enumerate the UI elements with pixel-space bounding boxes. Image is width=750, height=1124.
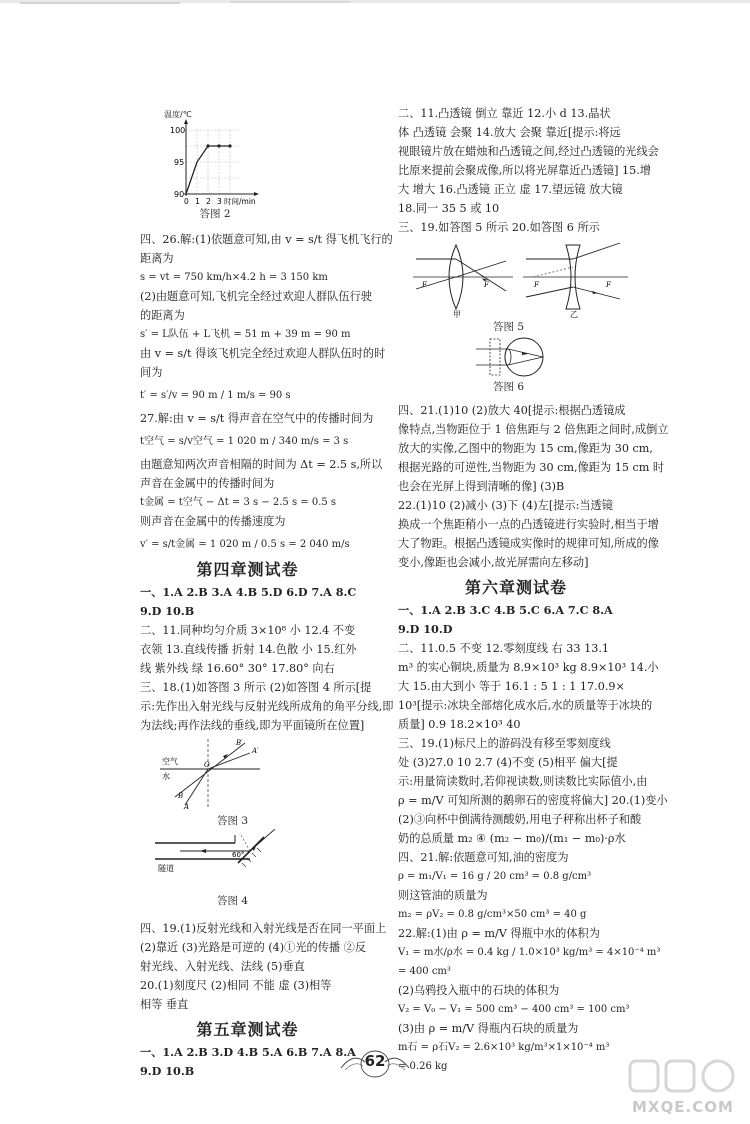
fig3-air-label: 空气 bbox=[162, 757, 178, 766]
text-line: ρ = m₁/V₁ = 16 g / 20 cm³ = 0.8 g/cm³ bbox=[398, 871, 592, 882]
text-line: 三、19.如答图 5 所示 20.如答图 6 所示 bbox=[398, 221, 600, 234]
figure-3-refraction bbox=[140, 735, 355, 813]
text-line: 二、11.凸透镜 倒立 靠近 12.小 d 13.晶状 bbox=[398, 107, 611, 120]
fig2-xtick-2: 2 bbox=[206, 197, 211, 206]
text-line: 10³[提示:冰块全部熔化成水后,水的质量等于冰块的 bbox=[398, 699, 653, 712]
figure-5-caption: 答图 5 bbox=[492, 321, 525, 333]
text-line: 则声音在金属中的传播速度为 bbox=[140, 515, 286, 528]
text-line: 根据光路的可逆性,当物距为 30 cm,像距为 15 cm 时 bbox=[398, 461, 665, 474]
chapter-5-title: 第五章测试卷 bbox=[196, 1020, 299, 1039]
text-line: 一、1.A 2.B 3.A 4.B 5.D 6.D 7.A 8.C bbox=[140, 585, 357, 599]
figure-5-lenses bbox=[398, 237, 634, 319]
text-line: 一、1.A 2.B 3.D 4.B 5.A 6.B 7.A 8.A bbox=[140, 1045, 356, 1059]
chapter-5-part-4 bbox=[398, 401, 669, 572]
text-line: 18.同一 35 5 或 10 bbox=[398, 202, 500, 215]
text-line: t金属 = t空气 − Δt = 3 s − 2.5 s = 0.5 s bbox=[140, 497, 337, 508]
text-line: m₂ = ρV₂ = 0.8 g/cm³×50 cm³ = 40 g bbox=[398, 909, 587, 920]
svg-text:F: F bbox=[606, 281, 611, 289]
text-line: (3)由 ρ = m/V 得瓶内石块的质量为 bbox=[398, 1022, 579, 1035]
text-line: 大了物距。根据凸透镜成实像时的规律可知,所成的像 bbox=[398, 537, 659, 550]
svg-text:O: O bbox=[204, 761, 210, 769]
text-line: (2)由题意可知,飞机完全经过欢迎人群队伍行驶 bbox=[140, 290, 372, 303]
text-line: 三、18.(1)如答图 3 所示 (2)如答图 4 所示[提 bbox=[140, 681, 372, 694]
text-line: t空气 = s/v空气 = 1 020 m / 340 m/s = 3 s bbox=[140, 436, 349, 447]
text-line: 线 紫外线 绿 16.60° 30° 17.80° 向右 bbox=[140, 662, 335, 675]
text-line: 9.D 10.B bbox=[140, 604, 195, 618]
text-line: 像特点,当物距位于 1 倍焦距与 2 倍焦距之间时,成倒立 bbox=[398, 423, 669, 436]
text-line: t′ = s′/v = 90 m / 1 m/s = 90 s bbox=[140, 390, 291, 401]
text-line: 9.D 10.B bbox=[140, 1064, 195, 1078]
text-line: = 0.26 kg bbox=[398, 1061, 448, 1072]
text-line: 变小,像距也会减小,故光屏需向左移动] bbox=[398, 556, 589, 569]
svg-text:B: B bbox=[178, 792, 184, 800]
chapter-6-title: 第六章测试卷 bbox=[464, 578, 567, 597]
fig5-yi-label: 乙 bbox=[570, 310, 578, 319]
text-line: 四、19.(1)反射光线和入射光线是否在同一平面上 bbox=[140, 922, 387, 935]
text-line: 27.解:由 v = s/t 得声音在空气中的传播时间为 bbox=[140, 412, 374, 425]
fig2-xtick-3: 3 bbox=[217, 197, 222, 206]
fig2-ylabel: 温度/℃ bbox=[164, 110, 192, 119]
text-line: s = vt = 750 km/h×4.2 h = 3 150 km bbox=[140, 272, 328, 283]
text-line: 由 v = s/t 得该飞机完全经过欢迎人群队伍时的时 bbox=[140, 347, 386, 360]
text-line: 衣领 13.直线传播 折射 14.色散 小 15.红外 bbox=[140, 643, 357, 656]
text-line: 四、21.(1)10 (2)放大 40[提示:根据凸透镜成 bbox=[398, 404, 626, 417]
text-line: 体 凸透镜 会聚 14.放大 会聚 靠近[提示:将远 bbox=[398, 126, 621, 139]
right-column bbox=[398, 0, 669, 1076]
text-line: 一、1.A 2.B 3.C 4.B 5.C 6.A 7.C 8.A bbox=[398, 603, 613, 617]
chapter-5-continued bbox=[398, 104, 659, 237]
figure-4-caption: 答图 4 bbox=[216, 895, 249, 907]
text-line: 距离为 bbox=[140, 252, 174, 265]
chapter-4-part-4 bbox=[140, 919, 387, 1014]
text-line: (2)乌鸦投入瓶中的石块的体积为 bbox=[398, 984, 560, 997]
text-line: 二、11.0.5 不变 12.零刻度线 右 33 13.1 bbox=[398, 642, 609, 655]
text-line: (2)靠近 (3)光路是可逆的 (4)①光的传播 ②反 bbox=[140, 941, 367, 954]
text-line: m³ 的实心铜块,质量为 8.9×10³ kg 8.9×10³ 14.小 bbox=[398, 661, 659, 674]
text-line: 22.解:(1)由 ρ = m/V 得瓶中水的体积为 bbox=[398, 927, 600, 940]
text-line: 四、26.解:(1)依题意可知,由 v = s/t 得飞机飞行的 bbox=[140, 233, 393, 246]
text-line: 放大的实像,乙图中的物距为 15 cm,像距为 30 cm, bbox=[398, 442, 653, 455]
svg-text:F: F bbox=[484, 281, 489, 289]
fig2-xtick-1: 1 bbox=[195, 197, 200, 206]
text-line: 也会在光屏上得到清晰的像] (3)B bbox=[398, 480, 565, 493]
figure-4-tunnel-mirror bbox=[140, 829, 355, 893]
text-line: = 400 cm³ bbox=[398, 966, 451, 977]
fig2-ytick-90: 90 bbox=[174, 190, 185, 199]
fig2-xlabel: 时间/min bbox=[224, 197, 256, 206]
text-line: 四、21.解:依题意可知,油的密度为 bbox=[398, 851, 569, 864]
svg-text:F: F bbox=[422, 281, 427, 289]
text-line: 的距离为 bbox=[140, 309, 185, 322]
page-number: 62 bbox=[364, 1052, 386, 1070]
text-line: 9.D 10.D bbox=[398, 622, 453, 636]
text-line: m石 = ρ石V₂ = 2.6×10³ kg/m³×1×10⁻⁴ m³ bbox=[398, 1042, 610, 1053]
text-line: ρ = m/V 可知所测的鹅卵石的密度将偏大] 20.(1)变小 bbox=[398, 794, 668, 807]
fig4-angle-label: 60° bbox=[232, 851, 245, 859]
text-line: 大 增大 16.凸透镜 正立 虚 17.望远镜 放大镜 bbox=[398, 183, 623, 196]
text-line: 示:用量筒读数时,若仰视读数,则读数比实际值小,由 bbox=[398, 775, 648, 788]
text-line: 质量] 0.9 18.2×10³ 40 bbox=[398, 718, 521, 731]
text-line: 奶的总质量 m₂ ④ (m₂ − m₀)/(m₁ − m₀)·ρ水 bbox=[398, 832, 626, 845]
text-line: 20.(1)刻度尺 (2)相同 不能 虚 (3)相等 bbox=[140, 979, 332, 992]
scan-edge-noise bbox=[0, 0, 750, 8]
chapter-4-title: 第四章测试卷 bbox=[196, 560, 299, 579]
svg-text:F: F bbox=[534, 281, 539, 289]
figure-3-caption: 答图 3 bbox=[216, 815, 249, 827]
fig2-xtick-0: 0 bbox=[184, 197, 189, 206]
text-line: v′ = s/t金属 = 1 020 m / 0.5 s = 2 040 m/s bbox=[140, 539, 350, 550]
text-line: 示:先作出入射光线与反射光线所成角的角平分线,即 bbox=[140, 700, 394, 713]
text-line: 换成一个焦距稍小一点的凸透镜进行实验时,相当于增 bbox=[398, 518, 659, 531]
watermark-text: MXQE.COM bbox=[632, 1098, 734, 1116]
text-line: 则这管油的质量为 bbox=[398, 889, 488, 902]
text-line: 声音在金属中的传播时间为 bbox=[140, 477, 275, 490]
text-line: 射光线、入射光线、法线 (5)垂直 bbox=[140, 960, 305, 973]
chapter-4-answers bbox=[140, 583, 394, 735]
text-line: s′ = L队伍 + L飞机 = 51 m + 39 m = 90 m bbox=[140, 329, 351, 340]
text-line: 比原来提前会聚成像,所以将光屏靠近凸透镜] 15.增 bbox=[398, 164, 652, 177]
text-line: 处 (3)27.0 10 2.7 (4)不变 (5)相平 偏大[提 bbox=[398, 756, 618, 769]
text-line: 间为 bbox=[140, 366, 163, 379]
fig3-water-label: 水 bbox=[162, 772, 170, 781]
text-line: 三、19.(1)标尺上的游码没有移至零刻度线 bbox=[398, 737, 611, 750]
fig5-jia-label: 甲 bbox=[453, 310, 461, 319]
text-line: V₁ = m水/ρ水 = 0.4 kg / 1.0×10³ kg/m³ = 4×10⁻⁴ m³ bbox=[398, 947, 661, 958]
text-line: V₂ = V₀ − V₁ = 500 cm³ − 400 cm³ = 100 cm³ bbox=[398, 1004, 630, 1015]
text-line: 视眼镜片放在蜡烛和凸透镜之间,经过凸透镜的光线会 bbox=[398, 145, 659, 158]
figure-6-caption: 答图 6 bbox=[492, 381, 525, 393]
text-line: 为法线;再作法线的垂线,即为平面镜所在位置] bbox=[140, 719, 365, 732]
text-line: 大 15.由大到小 等于 16.1 : 5 1 : 1 17.0.9× bbox=[398, 680, 625, 693]
text-line: 二、11.同种均匀介质 3×10⁸ 小 12.4 不变 bbox=[140, 624, 356, 637]
svg-text:B′: B′ bbox=[236, 739, 243, 747]
figure-6-eye bbox=[398, 335, 634, 379]
chapter-6-answers bbox=[398, 601, 668, 1076]
fig4-tunnel-label: 隧道 bbox=[158, 864, 174, 873]
text-line: 相等 垂直 bbox=[140, 998, 189, 1011]
left-solutions bbox=[140, 230, 393, 554]
figure-2-graph bbox=[140, 106, 355, 206]
text-line: 22.(1)10 (2)减小 (3)下 (4)左[提示:当透镜 bbox=[398, 499, 613, 512]
svg-text:A: A bbox=[184, 803, 190, 811]
fig2-ytick-95: 95 bbox=[174, 158, 185, 167]
text-line: (2)③向杯中倒满待测酸奶,用电子秤称出杯子和酸 bbox=[398, 813, 642, 826]
text-line: 由题意知两次声音相隔的时间为 Δt = 2.5 s,所以 bbox=[140, 458, 383, 471]
figure-2-caption: 答图 2 bbox=[199, 208, 231, 220]
fig2-ytick-100: 100 bbox=[170, 126, 186, 135]
svg-text:A′: A′ bbox=[252, 747, 259, 755]
chapter-5-answers bbox=[140, 1043, 355, 1081]
